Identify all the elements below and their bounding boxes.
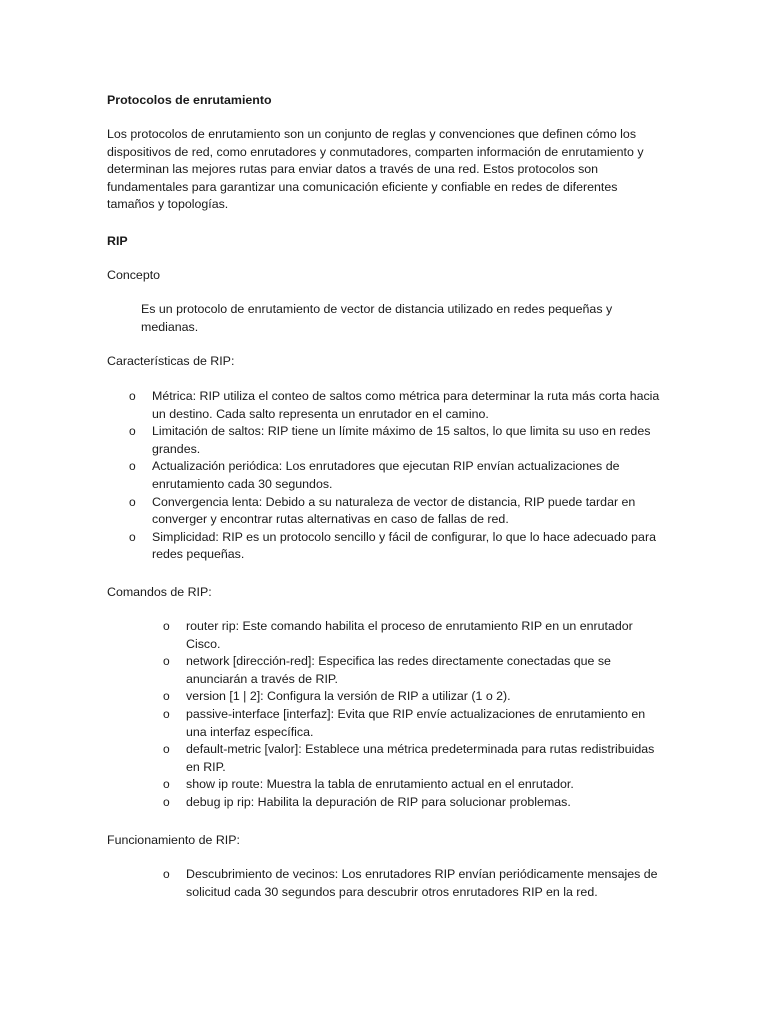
bullet-icon: o xyxy=(129,424,136,439)
caracteristicas-label: Características de RIP: xyxy=(107,354,235,368)
list-item xyxy=(129,388,662,423)
list-item-text: Convergencia lenta: Debido a su naturaleza de vector de distancia, RIP puede tardar en converger y encontrar rutas alternativas en caso de fallas de red. xyxy=(152,494,636,527)
list-item-text: show ip route: Muestra la tabla de enrutamiento actual en el enrutador. xyxy=(186,777,574,792)
bullet-icon: o xyxy=(163,794,170,809)
bullet-icon: o xyxy=(163,867,170,881)
caracteristicas-list xyxy=(129,388,662,564)
list-item xyxy=(163,706,662,741)
concepto-label: Concepto xyxy=(107,268,161,282)
list-item xyxy=(163,653,662,688)
list-item-text: Descubrimiento de vecinos: Los enrutadores RIP envían periódicamente mensajes de solicitud cada 30 segundos para descubrir otros enrutadores RIP en la red. xyxy=(186,867,658,899)
list-item xyxy=(163,741,662,776)
intro-paragraph: Los protocolos de enrutamiento son un conjunto de reglas y convenciones que definen cómo los dispositivos de red, como enrutadores y conmutadores, comparten información de enrutamiento y determinan las mejores rutas para enviar datos a través de una red. Estos protocolos son fundamentales para garantizar una comunicación eficiente y confiable en redes de diferentes tamaños y topologías. xyxy=(107,127,644,212)
concepto-text: Es un protocolo de enrutamiento de vector de distancia utilizado en redes pequeñas y medianas. xyxy=(141,302,613,334)
list-item xyxy=(163,776,662,794)
list-item xyxy=(163,866,662,901)
list-item xyxy=(163,794,662,812)
rip-heading: RIP xyxy=(107,234,128,248)
list-item-text: Actualización periódica: Los enrutadores que ejecutan RIP envían actualizaciones de enrutamiento cada 30 segundos. xyxy=(152,459,620,491)
list-item-text: debug ip rip: Habilita la depuración de RIP para solucionar problemas. xyxy=(186,794,571,809)
bullet-icon: o xyxy=(163,706,170,721)
list-item-text: network [dirección-red]: Especifica las redes directamente conectadas que se anunciarán a través de RIP. xyxy=(186,654,611,686)
list-item-text: version [1 | 2]: Configura la versión de RIP a utilizar (1 o 2). xyxy=(186,689,511,704)
list-item-text: passive-interface [interfaz]: Evita que RIP envíe actualizaciones de enrutamiento en una interfaz específica. xyxy=(186,706,646,739)
list-item-text: Limitación de saltos: RIP tiene un límite máximo de 15 saltos, lo que limita su uso en redes grandes. xyxy=(152,424,651,456)
bullet-icon: o xyxy=(129,494,136,509)
list-item xyxy=(129,458,662,493)
list-item-text: router rip: Este comando habilita el proceso de enrutamiento RIP en un enrutador Cisco. xyxy=(186,619,633,651)
comandos-list xyxy=(163,618,662,812)
comandos-label: Comandos de RIP: xyxy=(107,585,212,599)
list-item xyxy=(129,529,662,564)
list-item xyxy=(163,688,662,706)
list-item-text: Simplicidad: RIP es un protocolo sencillo y fácil de configurar, lo que lo hace adecuado para redes pequeñas. xyxy=(152,529,656,562)
document-title: Protocolos de enrutamiento xyxy=(107,93,272,107)
list-item-text: default-metric [valor]: Establece una métrica predeterminada para rutas redistribuidas en RIP. xyxy=(186,742,655,774)
bullet-icon: o xyxy=(129,389,136,403)
bullet-icon: o xyxy=(163,654,170,669)
bullet-icon: o xyxy=(163,777,170,792)
list-item xyxy=(129,423,662,458)
funcionamiento-list xyxy=(163,866,662,901)
bullet-icon: o xyxy=(129,459,136,474)
bullet-icon: o xyxy=(163,742,170,757)
list-item xyxy=(129,494,662,529)
bullet-icon: o xyxy=(129,529,136,544)
bullet-icon: o xyxy=(163,689,170,704)
list-item xyxy=(163,618,662,653)
list-item-text: Métrica: RIP utiliza el conteo de saltos como métrica para determinar la ruta más corta hacia un destino. Cada salto representa un enrutador en el camino. xyxy=(152,389,660,421)
bullet-icon: o xyxy=(163,619,170,633)
funcionamiento-label: Funcionamiento de RIP: xyxy=(107,833,240,847)
